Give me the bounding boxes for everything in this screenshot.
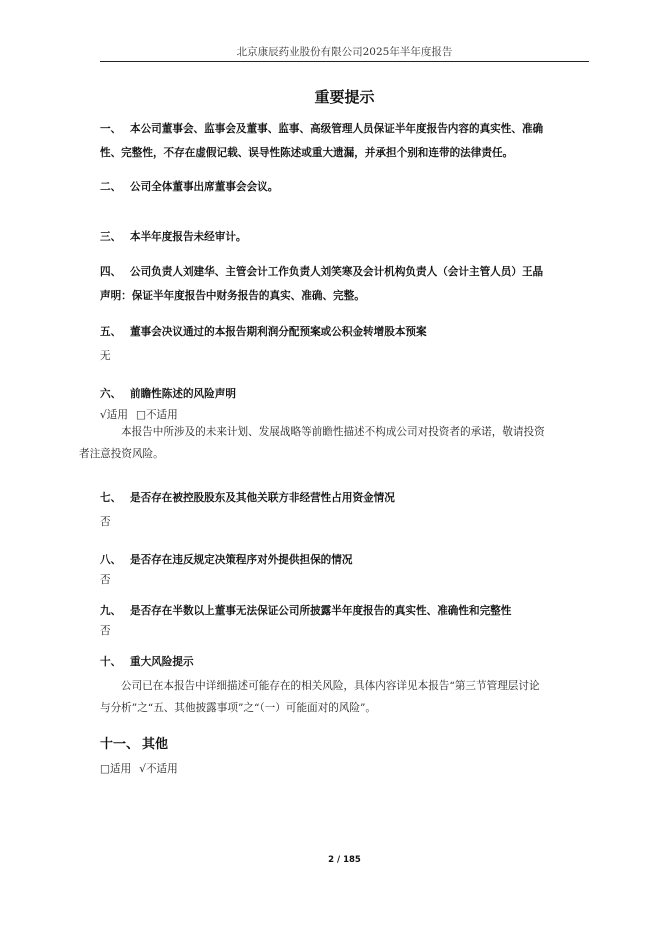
section-6-paragraph-line1: 本报告中所涉及的未来计划、发展战略等前瞻性描述不构成公司对投资者的承诺，敬请投资 [121, 426, 545, 438]
page-title: 重要提示 [314, 88, 375, 106]
section-10 [100, 650, 589, 674]
section-11-option-not-applicable: √不适用 [139, 763, 178, 775]
section-1-number: 一、 [100, 123, 122, 135]
section-8 [100, 548, 589, 572]
section-11-number: 十一、 [100, 737, 140, 752]
section-4 [100, 260, 589, 308]
section-11-text: 其他 [142, 737, 169, 752]
section-7-answer: 否 [100, 516, 111, 528]
section-5-text: 董事会决议通过的本报告期利润分配预案或公积金转增股本预案 [130, 326, 427, 338]
section-7-number: 七、 [100, 492, 122, 504]
section-6-number: 六、 [100, 388, 122, 400]
section-5-answer: 无 [100, 350, 111, 362]
section-11-option-applicable: □适用 [100, 763, 132, 775]
section-8-text: 是否存在违反规定决策程序对外提供担保的情况 [130, 554, 353, 566]
header-rule [100, 61, 589, 62]
section-6-text: 前瞻性陈述的风险声明 [130, 388, 236, 400]
section-4-text-line1: 公司负责人刘建华、主管会计工作负责人刘笑寒及会计机构负责人（会计主管人员）王晶 [130, 266, 544, 278]
page-header: 北京康辰药业股份有限公司2025年半年度报告 [236, 46, 453, 58]
section-9-answer: 否 [100, 625, 111, 637]
section-10-paragraph [100, 675, 589, 719]
page-number: 2 / 185 [328, 855, 361, 865]
section-9-number: 九、 [100, 605, 122, 617]
section-4-text-line2: 声明：保证半年度报告中财务报告的真实、准确、完整。 [100, 290, 365, 302]
section-5 [100, 320, 589, 344]
section-3-text: 本半年度报告未经审计。 [130, 231, 247, 243]
section-11-options [100, 759, 589, 780]
section-7-text: 是否存在被控股股东及其他关联方非经营性占用资金情况 [130, 492, 395, 504]
section-3 [100, 225, 589, 249]
section-10-text: 重大风险提示 [130, 656, 194, 668]
section-11 [100, 733, 589, 757]
section-4-number: 四、 [100, 266, 122, 278]
section-5-number: 五、 [100, 326, 122, 338]
section-8-answer: 否 [100, 574, 111, 586]
section-6-paragraph-line2: 者注意投资风险。 [79, 448, 164, 460]
section-9-text: 是否存在半数以上董事无法保证公司所披露半年度报告的真实性、准确性和完整性 [130, 605, 512, 617]
section-7 [100, 486, 589, 510]
section-10-paragraph-line1: 公司已在本报告中详细描述可能存在的相关风险，具体内容详见本报告“第三节管理层讨论 [121, 680, 540, 692]
section-10-paragraph-line2: 与分析”之“五、其他披露事项”之“（一）可能面对的风险”。 [100, 702, 377, 714]
section-8-number: 八、 [100, 554, 122, 566]
section-6 [100, 382, 589, 406]
section-10-number: 十、 [100, 656, 122, 668]
section-2 [100, 175, 589, 199]
section-6-option-not-applicable: □不适用 [135, 409, 178, 421]
section-6-option-applicable: √适用 [100, 409, 128, 421]
section-9 [100, 599, 589, 623]
section-6-paragraph [79, 421, 589, 465]
section-1-text-line1: 本公司董事会、监事会及董事、监事、高级管理人员保证半年度报告内容的真实性、准确 [130, 123, 544, 135]
section-1-text-line2: 性、完整性，不存在虚假记载、误导性陈述或重大遗漏，并承担个别和连带的法律责任。 [100, 147, 514, 159]
section-1 [100, 117, 589, 165]
section-2-number: 二、 [100, 181, 122, 193]
section-3-number: 三、 [100, 231, 122, 243]
section-2-text: 公司全体董事出席董事会会议。 [130, 181, 279, 193]
